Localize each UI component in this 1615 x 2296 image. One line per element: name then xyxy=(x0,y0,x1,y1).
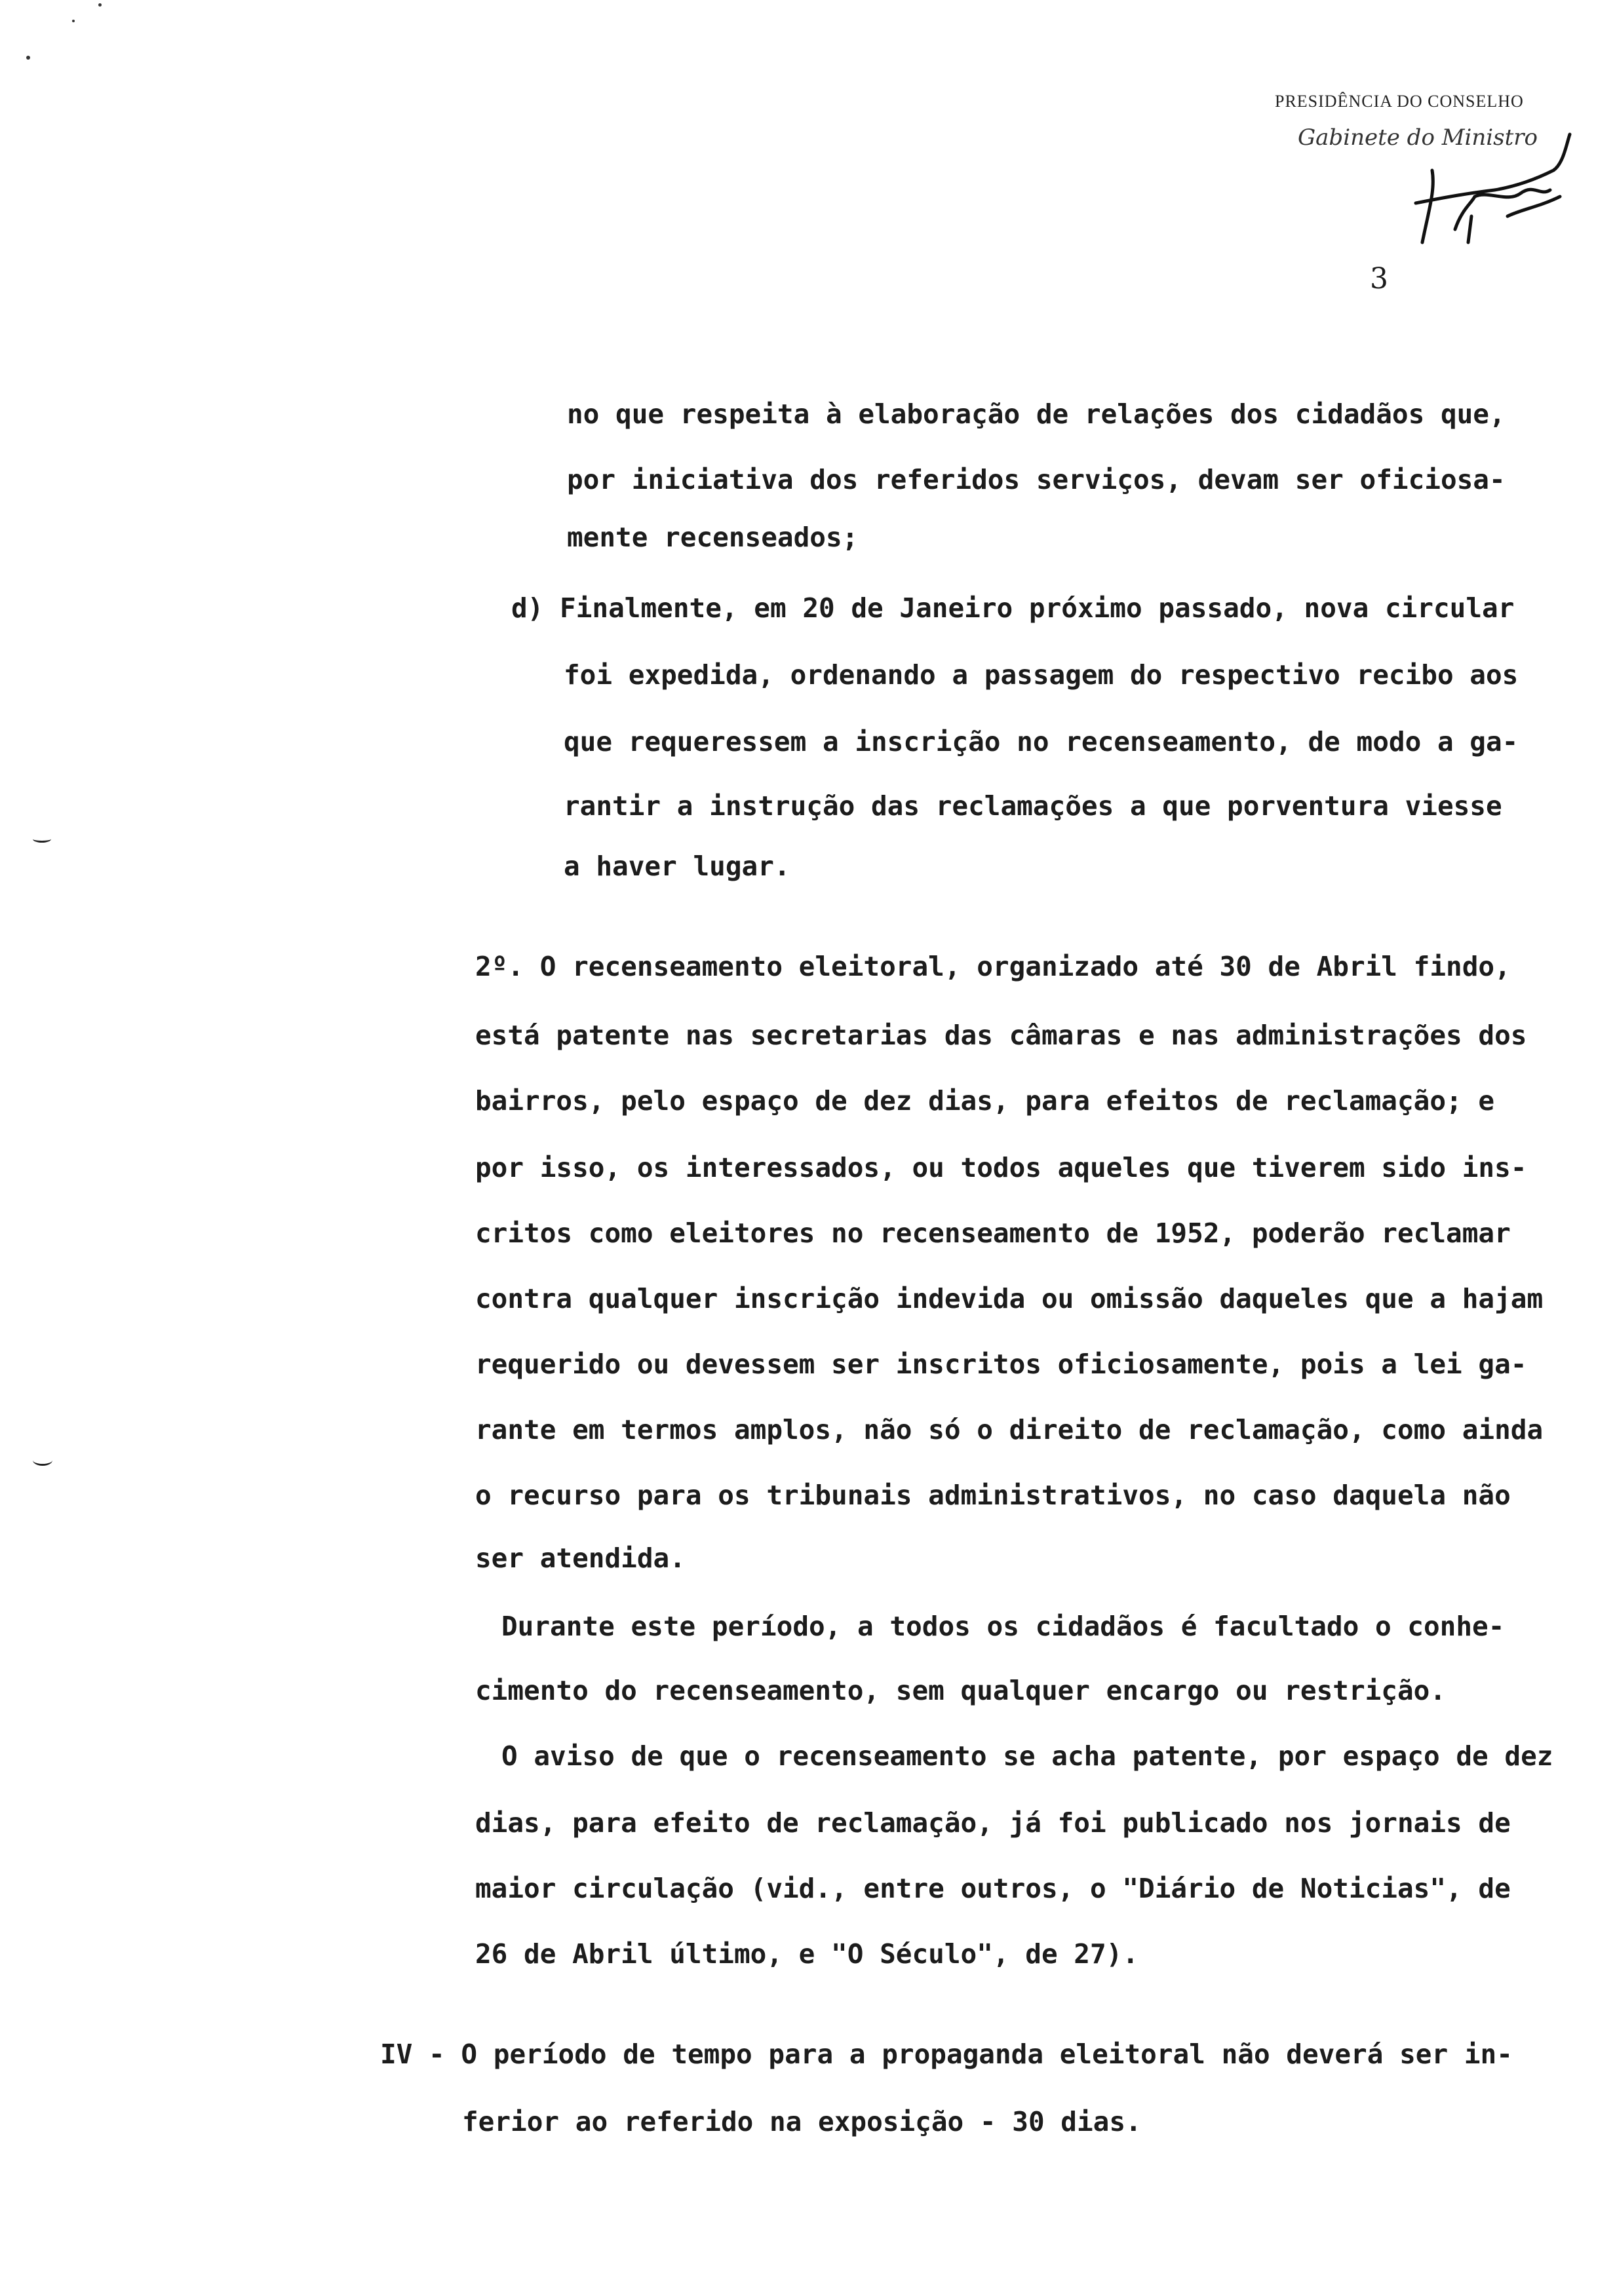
text-line: rante em termos amplos, não só o direito de reclamação, como ainda xyxy=(475,1414,1544,1445)
text-line: cimento do recenseamento, sem qualquer encargo ou restrição. xyxy=(475,1675,1447,1706)
text-line: que requeressem a inscrição no recenseamento, de modo a ga- xyxy=(564,726,1519,757)
text-line: 26 de Abril último, e "O Século", de 27). xyxy=(475,1938,1139,1970)
text-line: no que respeita à elaboração de relações dos cidadãos que, xyxy=(567,398,1506,430)
scan-mark xyxy=(33,1455,52,1466)
letterhead-department: Gabinete do Ministro xyxy=(1298,124,1538,151)
text-line: d) Finalmente, em 20 de Janeiro próximo passado, nova circular xyxy=(511,592,1515,624)
text-line: IV - O período de tempo para a propaganda eleitoral não deverá ser in- xyxy=(380,2038,1513,2070)
text-line: o recurso para os tribunais administrativos, no caso daquela não xyxy=(475,1480,1511,1511)
text-line: por iniciativa dos referidos serviços, devam ser oficiosa- xyxy=(567,464,1506,495)
text-line: por isso, os interessados, ou todos aqueles que tiverem sido ins- xyxy=(475,1152,1527,1183)
text-line: foi expedida, ordenando a passagem do respectivo recibo aos xyxy=(564,659,1519,691)
text-line: critos como eleitores no recenseamento de 1952, poderão reclamar xyxy=(475,1217,1511,1249)
text-line: dias, para efeito de reclamação, já foi publicado nos jornais de xyxy=(475,1807,1511,1839)
page-number: 3 xyxy=(1370,262,1388,296)
scan-speck xyxy=(26,56,30,60)
text-line: ferior ao referido na exposição - 30 dias. xyxy=(462,2106,1142,2137)
scan-mark xyxy=(33,835,51,843)
text-line: requerido ou devessem ser inscritos oficiosamente, pois a lei ga- xyxy=(475,1349,1527,1380)
text-line: O aviso de que o recenseamento se acha patente, por espaço de dez xyxy=(501,1740,1553,1772)
text-line: rantir a instrução das reclamações a que porventura viesse xyxy=(564,790,1502,822)
text-line: a haver lugar. xyxy=(564,851,790,882)
text-line: ser atendida. xyxy=(475,1542,686,1574)
text-line: bairros, pelo espaço de dez dias, para efeitos de reclamação; e xyxy=(475,1085,1495,1117)
text-line: Durante este período, a todos os cidadãos é facultado o conhe- xyxy=(501,1611,1505,1642)
handwritten-signature xyxy=(1409,131,1580,262)
scan-speck xyxy=(72,20,75,22)
text-line: maior circulação (vid., entre outros, o "Diário de Noticias", de xyxy=(475,1873,1511,1904)
text-line: está patente nas secretarias das câmaras e nas administrações dos xyxy=(475,1020,1527,1051)
text-line: 2º. O recenseamento eleitoral, organizado até 30 de Abril findo, xyxy=(475,951,1511,982)
scan-speck xyxy=(98,3,102,7)
text-line: mente recenseados; xyxy=(567,522,859,553)
text-line: contra qualquer inscrição indevida ou omissão daqueles que a hajam xyxy=(475,1283,1544,1314)
letterhead-organization: PRESIDÊNCIA DO CONSELHO xyxy=(1275,92,1524,111)
